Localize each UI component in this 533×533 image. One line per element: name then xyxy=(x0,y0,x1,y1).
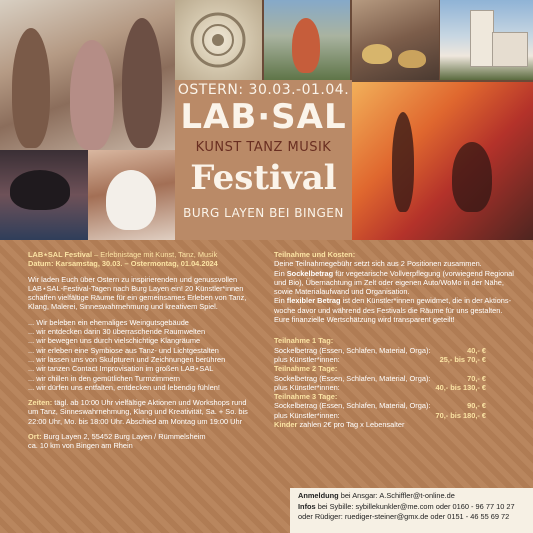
headline-rest: – Erlebnistage mit Kunst, Tanz, Musik xyxy=(92,250,218,259)
price-day-1 xyxy=(274,336,486,364)
flex-term: flexibler Betrag xyxy=(286,296,341,306)
price-value: 25,- bis 70,- € xyxy=(439,354,486,364)
price-desc: Sockelbetrag (Essen, Schlafen, Material, Orga): xyxy=(274,345,431,355)
price-value: 40,- € xyxy=(467,345,486,355)
sockel-line: für vegetarische Vollverpflegung (vorwiegend Regional xyxy=(333,268,514,278)
photo-dance-partners xyxy=(88,150,175,240)
price-day-3 xyxy=(274,392,486,420)
list-item: ... wir dürfen uns entfalten, entdecken und lebendig fühlen! xyxy=(28,382,220,392)
list-item: ... Wir beleben ein ehemaliges Weingutsgebäude xyxy=(28,317,189,327)
location-block xyxy=(28,432,266,451)
price-label: Teilnahme 1 Tag: xyxy=(274,336,334,346)
flex-line: woche davor und während des Festivals die Räume für uns gestalten. xyxy=(274,305,503,315)
location-line: Burg Layen 2, 55452 Burg Layen / Rümmelsheim xyxy=(41,432,206,442)
text: Ein xyxy=(274,268,287,278)
contact-box xyxy=(290,488,533,533)
price-value: 40,- bis 130,- € xyxy=(435,382,486,392)
price-desc: Sockelbetrag (Essen, Schlafen, Material, Orga): xyxy=(274,401,431,411)
photo-shadow-dance xyxy=(352,82,533,240)
costs-intro: Deine Teilnahmegebühr setzt sich aus 2 Positionen zusammen. xyxy=(274,259,482,269)
intro-line: schaffen vielfältige Räume für ein gemeinsames Erleben von Tanz, xyxy=(28,293,247,303)
alt-contact[interactable]: oder Rüdiger: ruediger-steiner@gmx.de oder 0151 - 46 55 69 72 xyxy=(298,512,510,521)
festival-name: LAB·SAL xyxy=(180,97,347,137)
sockel-line: und Bio), Übernachtung im Zelt oder eigenen Auto/WoMo in der Nähe, xyxy=(274,277,504,287)
list-item: ... wir tanzen Contact Improvisation im großen LAB⋆SAL xyxy=(28,364,214,374)
list-item: ... wir erleben eine Symbiose aus Tanz- und Lichtgestalten xyxy=(28,345,219,355)
price-value: 70,- bis 180,- € xyxy=(435,410,486,420)
price-desc: plus Künstler*innen: xyxy=(274,410,340,420)
kids-label: Kinder xyxy=(274,420,298,430)
kids-price xyxy=(274,420,524,429)
photo-dancers-arms-raised xyxy=(0,0,175,150)
registration-label: Anmeldung xyxy=(298,491,339,500)
times-line: um Tanz, Sinneswahrnehmung, Klang und Kreativität, Sa. + So. bis xyxy=(28,407,248,417)
photo-painting-floor xyxy=(0,150,88,240)
photo-guitar-player xyxy=(264,0,350,80)
location-line: ca. 10 km von Bingen am Rhein xyxy=(28,441,133,451)
festival-word: Festival xyxy=(190,158,337,198)
kids-text: zahlen 2€ pro Tag x Lebensalter xyxy=(297,420,405,430)
intro-line: Klang, Malerei, Sinneswahrnehmung und kreativem Spiel. xyxy=(28,302,218,312)
right-column xyxy=(274,250,524,429)
text: Ein xyxy=(274,296,287,306)
festival-subtitle: KUNST TANZ MUSIK xyxy=(195,140,332,155)
list-item: ... wir entdecken darin 30 überraschende Raumwelten xyxy=(28,327,206,337)
flex-line: Eure finanzielle Wertschätzung wird transparent geteilt! xyxy=(274,315,455,325)
price-desc: plus Künstler*innen: xyxy=(274,382,340,392)
registration-contact[interactable]: bei Ansgar: A.Schiffler@t-online.de xyxy=(338,491,455,500)
price-label: Teilnahme 3 Tage: xyxy=(274,392,338,402)
location-label: Ort: xyxy=(28,432,42,442)
headline-dates: Datum: Karsamstag, 30.03. – Ostermontag, 01.04.2024 xyxy=(28,259,218,269)
times-line: 22:00 Uhr, Mo. bis 18:00 Uhr. Abschied am Montag um 19:00 Uhr xyxy=(28,416,243,426)
intro-line: LAB⋆SAL-Festival-Tagen nach Burg Layen ein! 20 Künstler*innen xyxy=(28,283,244,293)
event-dates: OSTERN: 30.03.-01.04. xyxy=(177,82,350,98)
times-block xyxy=(28,398,266,426)
sockel-line: sowie Materialaufwand und Organisation. xyxy=(274,287,410,297)
times-line: tägl. ab 10:00 Uhr vielfältige Aktionen und Workshops rund xyxy=(52,398,247,408)
activity-list xyxy=(28,318,266,392)
info-label: Infos xyxy=(298,501,316,511)
costs-heading: Teilnahme und Kosten: xyxy=(274,250,356,259)
headline-name: LAB⋆SAL Festival xyxy=(28,250,93,259)
event-location: BURG LAYEN BEI BINGEN xyxy=(183,206,344,220)
sockel-term: Sockelbetrag xyxy=(286,268,334,278)
title-panel xyxy=(175,80,352,240)
list-item: ... wir chillen in den gemütlichen Turmzimmern xyxy=(28,373,180,383)
left-column xyxy=(28,250,266,457)
flex-line: ist den Künstler*innen gewidmet, die in der Aktions- xyxy=(340,296,512,306)
photo-collage xyxy=(0,0,533,240)
list-item: ... wir lassen uns von Skulpturen und Zeichnungen berühren xyxy=(28,354,226,364)
price-desc: plus Künstler*innen: xyxy=(274,354,340,364)
intro-line: Wir laden Euch über Ostern zu inspirierenden und genussvollen xyxy=(28,274,238,284)
price-day-2 xyxy=(274,364,486,392)
list-item: ... wir bewegen uns durch vielschichtige Klangräume xyxy=(28,336,201,346)
price-value: 70,- € xyxy=(467,373,486,383)
info-contact[interactable]: bei Sybille: sybillekunkler@me.com oder 0160 - 96 77 10 27 xyxy=(315,501,515,511)
price-label: Teilnahme 2 Tage: xyxy=(274,364,338,374)
photo-castle-building xyxy=(440,0,533,80)
intro-paragraph xyxy=(28,275,266,312)
times-label: Zeiten: xyxy=(28,398,53,408)
photo-spiral-artwork xyxy=(175,0,262,80)
price-value: 90,- € xyxy=(467,401,486,411)
price-desc: Sockelbetrag (Essen, Schlafen, Material, Orga): xyxy=(274,373,431,383)
photo-singing-bowls xyxy=(352,0,439,80)
